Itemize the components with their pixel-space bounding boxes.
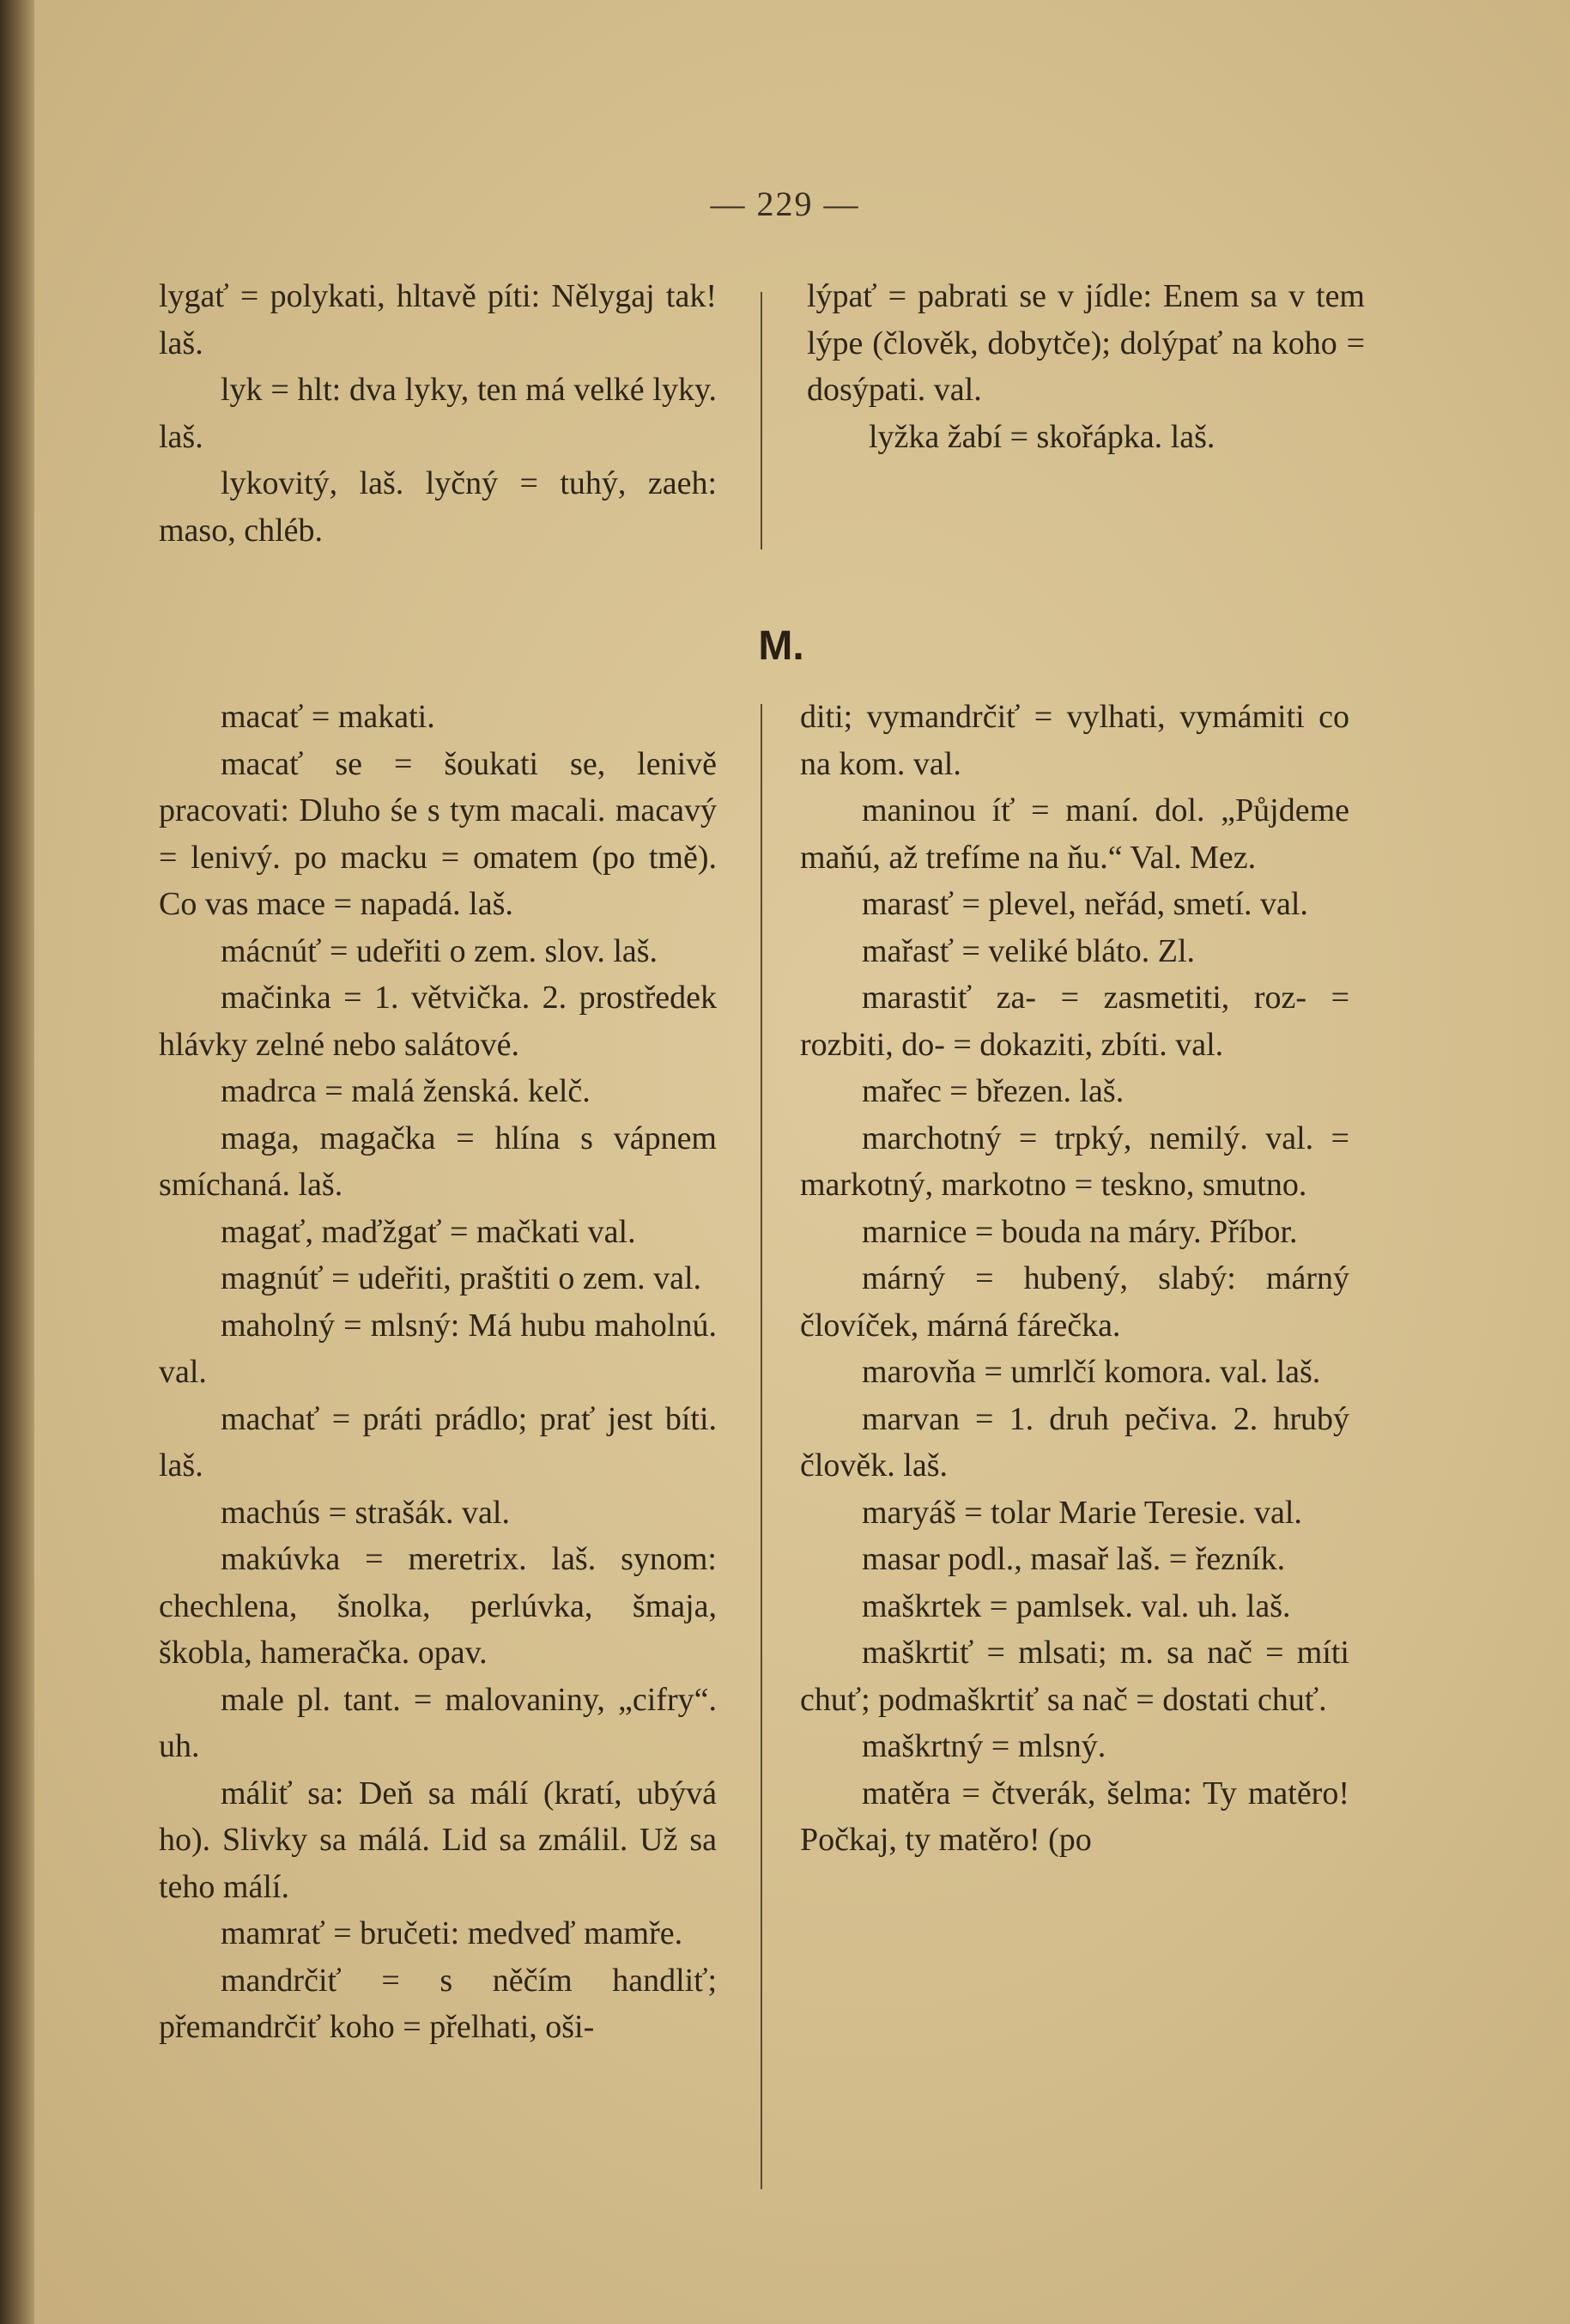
dictionary-entry: marvan = 1. druh pečiva. 2. hrubý člověk. laš. [800,1400,1349,1484]
dictionary-entry: makúvka = meretrix. laš. synom: chechlena, šnolka, perlúvka, šmaja, škobla, hameračka. opav. [159,1541,717,1671]
dictionary-entry: macať = makati. [221,699,435,735]
dictionary-entry: marasť = plevel, neřád, smetí. val. [862,886,1308,922]
dictionary-entry: lyk = hlt: dva lyky, ten má velké lyky. laš. [159,372,717,455]
dictionary-entry: machať = práti prádlo; prať jest bíti. laš. [159,1400,717,1484]
left-column [159,694,717,2051]
dictionary-entry: matěra = čtverák, šelma: Ty matěro! Počkaj, ty matěro! (po [800,1775,1349,1858]
top-right-column [807,273,1365,460]
dictionary-entry: diti; vymandrčiť = vylhati, vymámiti co na kom. val. [800,699,1349,782]
dictionary-entry: mačinka = 1. větvička. 2. prostředek hlávky zelné nebo salátové. [159,980,717,1063]
dictionary-entry: magať, maďžgať = mačkati val. [221,1213,636,1250]
dictionary-entry: maškrtiť = mlsati; m. sa nač = míti chuť; podmaškrtiť sa nač = dostati chuť. [800,1635,1349,1718]
dictionary-entry: marchotný = trpký, nemilý. val. = markotný, markotno = teskno, smutno. [800,1120,1349,1203]
dictionary-entry: marnice = bouda na máry. Příbor. [862,1213,1298,1250]
column-divider-top [761,292,762,549]
section-heading: M. [758,623,804,669]
dictionary-entry: lyžka žabí = skořápka. laš. [869,418,1215,455]
dictionary-entry: maholný = mlsný: Má hubu maholnú. val. [159,1307,717,1390]
dictionary-entry: lygať = polykati, hltavě píti: Nělygaj tak! laš. [159,278,717,361]
dictionary-entry: marovňa = umrlčí komora. val. laš. [862,1354,1321,1390]
dictionary-entry: maryáš = tolar Marie Teresie. val. [862,1494,1302,1531]
dictionary-entry: mařasť = veliké bláto. Zl. [862,932,1195,969]
page-number: — 229 — [710,185,860,223]
dictionary-entry: maga, magačka = hlína s vápnem smíchaná. laš. [159,1120,717,1203]
dictionary-entry: máliť sa: Deň sa málí (kratí, ubývá ho). Slivky sa málá. Lid sa zmálil. Už sa teho málí. [159,1775,717,1905]
dictionary-entry: lykovitý, laš. lyčný = tuhý, zaeh: maso, chléb. [159,465,717,549]
dictionary-entry: mamrať = bručeti: medveď mamře. [221,1915,683,1951]
column-divider-bottom [761,704,762,2189]
dictionary-entry: maninou íť = maní. dol. „Půjdeme maňú, až trefíme na ňu.“ Val. Mez. [800,792,1349,876]
dictionary-entry: márný = hubený, slabý: márný človíček, márná fárečka. [800,1260,1349,1344]
dictionary-entry: mácnúť = udeřiti o zem. slov. laš. [221,932,658,969]
right-column [800,694,1349,1864]
dictionary-entry: masar podl., masař laš. = řezník. [862,1541,1286,1577]
dictionary-entry: macať se = šoukati se, lenivě pracovati: Dluho śe s tym macali. macavý = lenivý. po macku = omatem (po tmě). Co vas mace = napadá. laš. [159,745,717,922]
dictionary-entry: mařec = březen. laš. [862,1073,1124,1109]
dictionary-entry: marastiť za- = zasmetiti, roz- = rozbiti, do- = dokaziti, zbíti. val. [800,980,1349,1063]
dictionary-entry: machús = strašák. val. [221,1494,510,1531]
book-spine-shadow [0,0,34,2324]
dictionary-entry: lýpať = pabrati se v jídle: Enem sa v tem lýpe (člověk, dobytče); dolýpať na koho = dosýpati. val. [807,278,1365,408]
dictionary-entry: maškrtný = mlsný. [862,1728,1106,1764]
dictionary-entry: maškrtek = pamlsek. val. uh. laš. [862,1587,1291,1624]
dictionary-entry: madrca = malá ženská. kelč. [221,1073,591,1109]
dictionary-entry: male pl. tant. = malovaniny, „cifry“. uh. [159,1681,717,1764]
top-left-column [159,273,717,554]
dictionary-entry: magnúť = udeřiti, praštiti o zem. val. [221,1260,702,1296]
dictionary-entry: mandrčiť = s něčím handliť; přemandrčiť koho = přelhati, oši- [159,1962,717,2045]
